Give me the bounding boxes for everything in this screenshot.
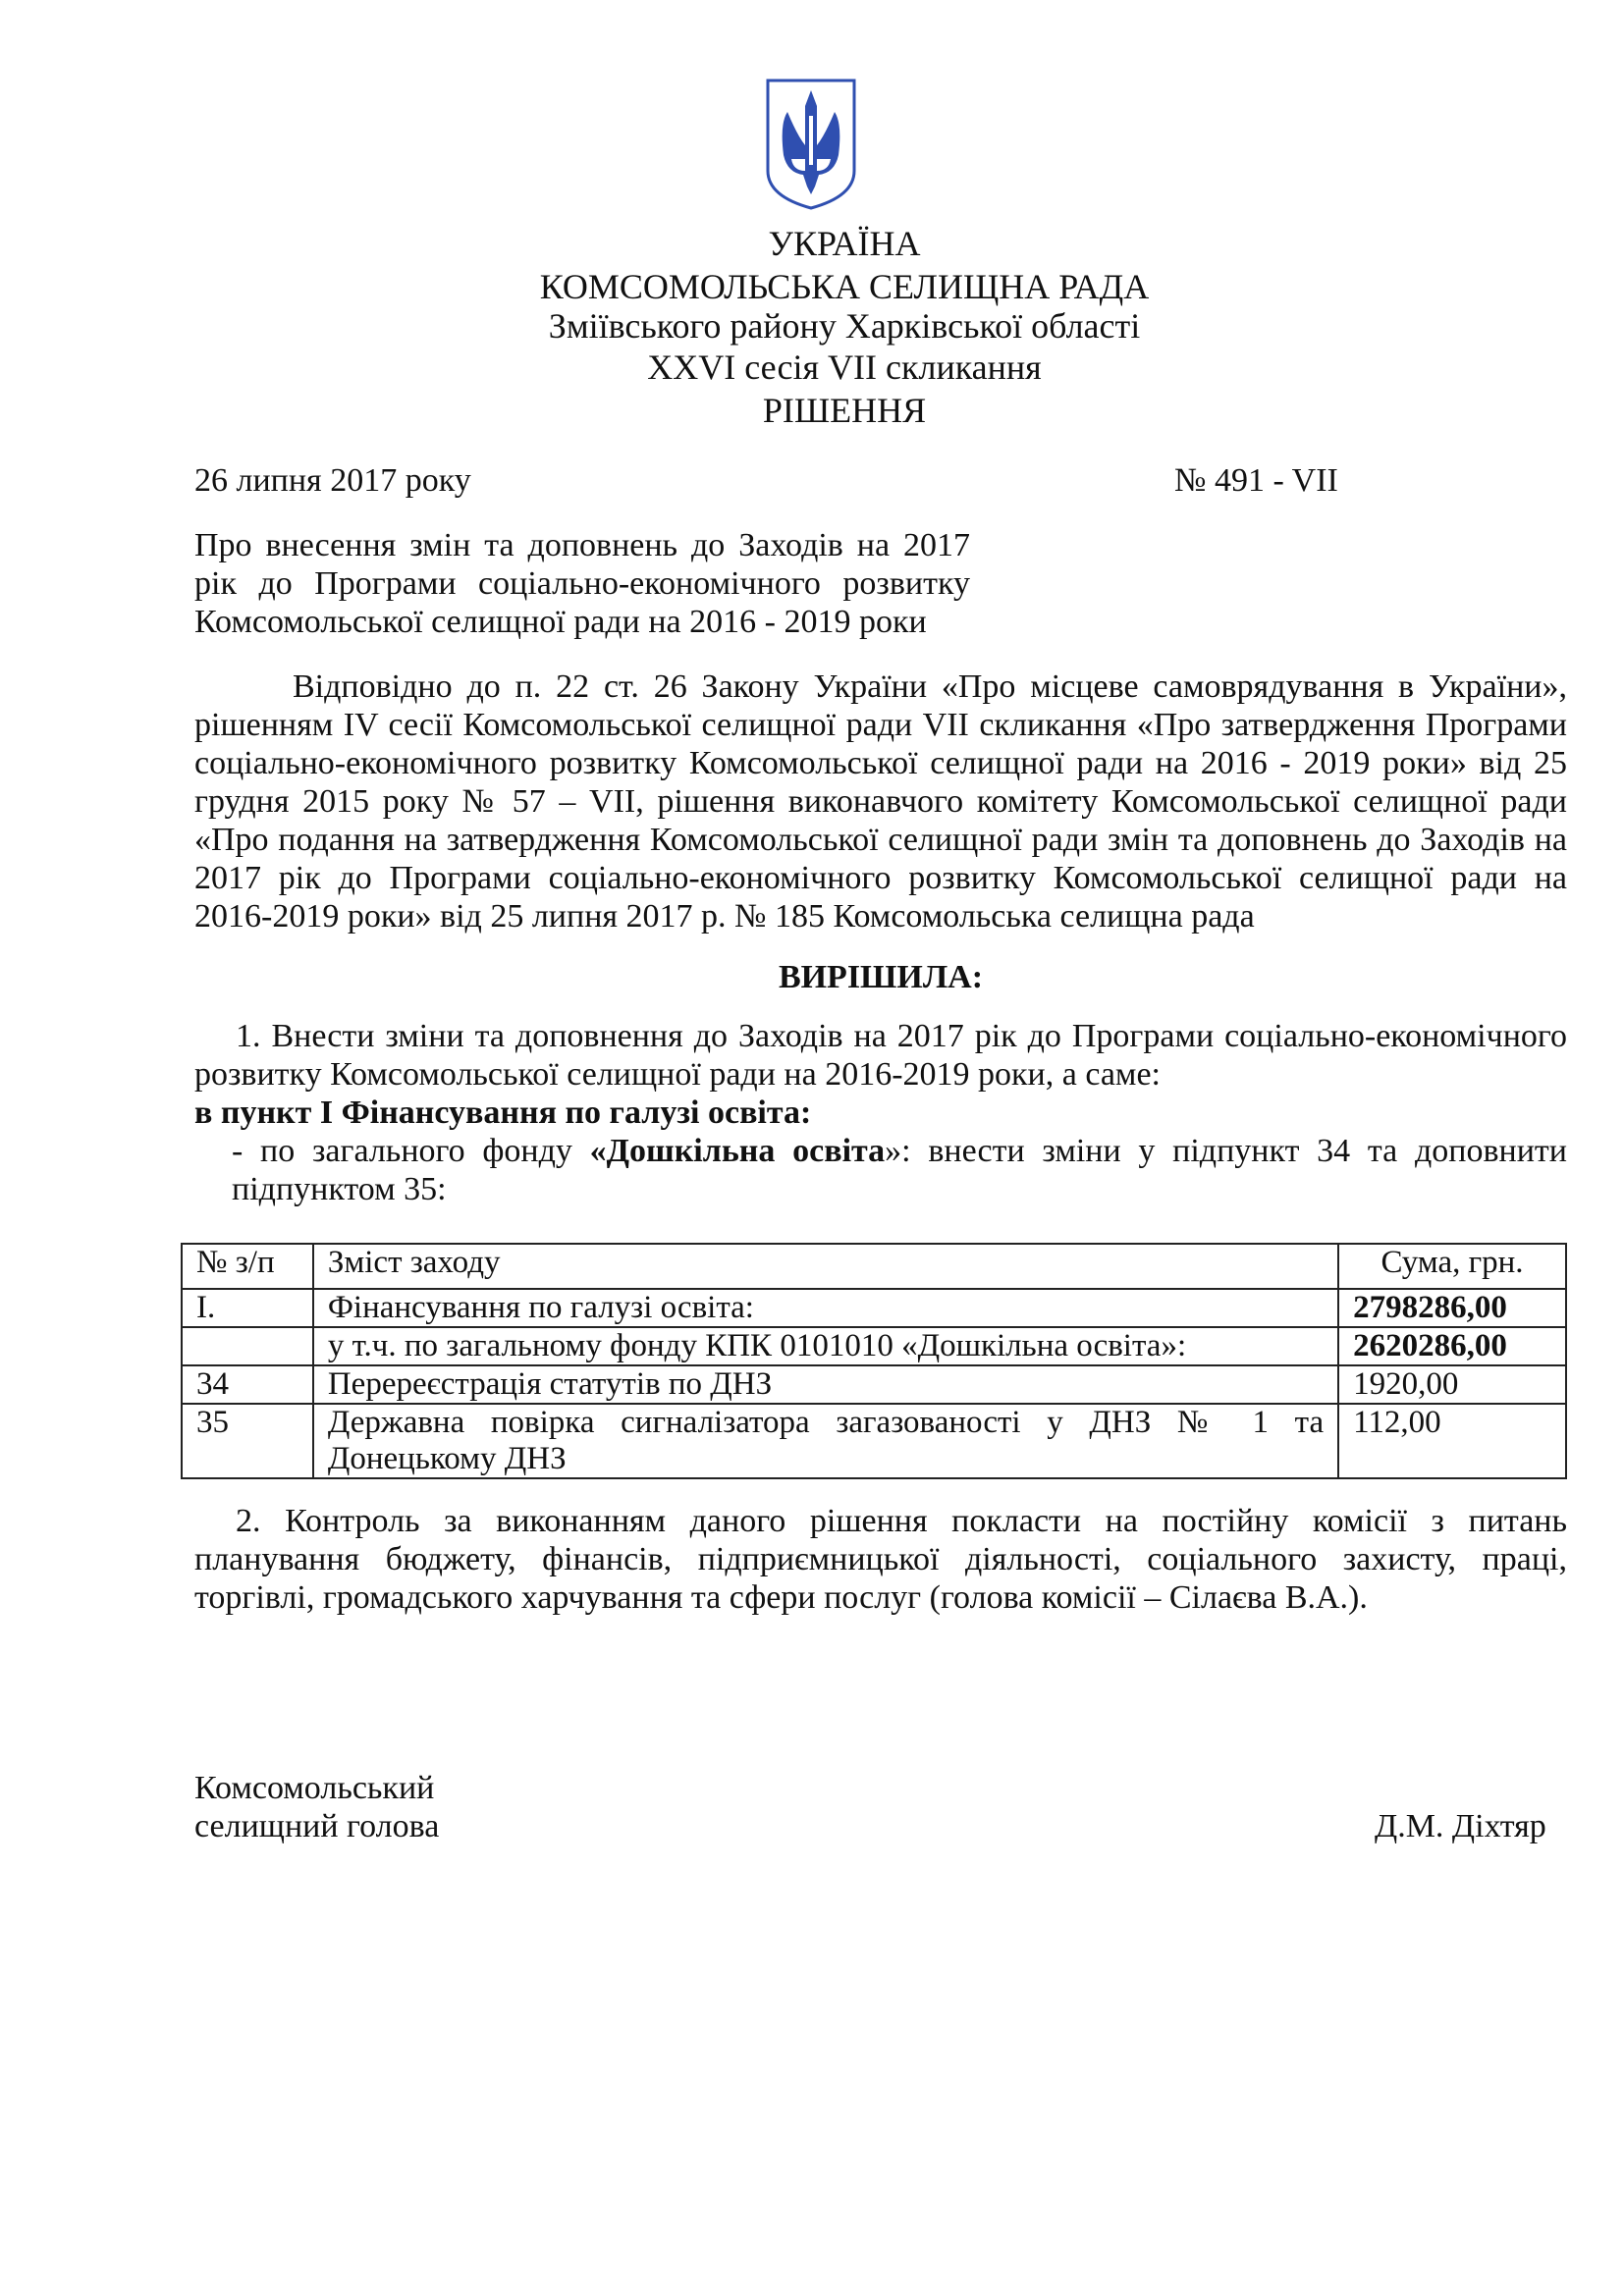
- subject-line: рік до Програми соціально-економічного розвитку: [194, 565, 970, 602]
- header-cell-num: № з/п: [182, 1244, 313, 1289]
- item-2-line: 2. Контроль за виконанням даного рішення покласти на постійну комісії з питань: [236, 1503, 1567, 1539]
- cell-sum: 112,00: [1338, 1404, 1566, 1478]
- header-country: УКРАЇНА: [768, 224, 921, 263]
- cell-num: 35: [182, 1404, 313, 1478]
- decision-subject: [194, 526, 970, 641]
- decision-number: № 491 - VII: [1174, 462, 1338, 499]
- cell-sum: 1920,00: [1338, 1365, 1566, 1404]
- subpoint-prefix: - по загального фонду: [232, 1133, 590, 1169]
- header-doc-type: РІШЕННЯ: [762, 391, 927, 430]
- subject-line: Комсомольської селищної ради на 2016 - 2019 роки: [194, 604, 927, 640]
- item-1-subpoint: [194, 1132, 1567, 1170]
- cell-num: І.: [182, 1289, 313, 1327]
- preamble-line: 2017 рік до Програми соціально-економічного розвитку Комсомольської селищної ради на: [194, 860, 1567, 896]
- item-1: [194, 1017, 1567, 1208]
- cell-content-line: Державна повірка сигналізатора загазованості у ДНЗ № 1 та: [327, 1405, 1325, 1440]
- header-region: Зміївського району Харківської області: [548, 306, 1141, 346]
- header-cell-content: Зміст заходу: [313, 1244, 1338, 1289]
- preamble-line: «Про подання на затвердження Комсомольської селищної ради змін та доповнень до Заходів на: [194, 822, 1567, 858]
- signatory-name: Д.М. Діхтяр: [1375, 1808, 1546, 1844]
- cell-num: 34: [182, 1365, 313, 1404]
- measures-table: [181, 1243, 1567, 1479]
- table-row: [182, 1289, 1566, 1327]
- item-1-line: 1. Внести зміни та доповнення до Заходів на 2017 рік до Програми соціально-економічного: [236, 1018, 1567, 1054]
- decided-heading: ВИРІШИЛА:: [778, 959, 984, 995]
- item-1-line: розвитку Комсомольської селищної ради на 2016-2019 роки, а саме:: [194, 1056, 1161, 1093]
- subpoint-fund-name: «Дошкільна освіта: [589, 1133, 886, 1169]
- cell-content: Фінансування по галузі освіта:: [313, 1289, 1338, 1327]
- cell-content: у т.ч. по загальному фонду КПК 0101010 «Дошкільна освіта»:: [313, 1327, 1338, 1365]
- subject-line: Про внесення змін та доповнень до Заходів на 2017: [194, 527, 970, 563]
- table-row: [182, 1365, 1566, 1404]
- header-session: XXVI сесія VII скликання: [647, 347, 1042, 387]
- subpoint-suffix: »: внести зміни у підпункт 34 та доповнити: [885, 1133, 1567, 1169]
- header-council: КОМСОМОЛЬСЬКА СЕЛИЩНА РАДА: [539, 267, 1150, 306]
- preamble-line: Відповідно до п. 22 ст. 26 Закону України «Про місцеве самоврядування в України»,: [293, 668, 1567, 705]
- item-1-point: в пункт І Фінансування по галузі освіта:: [194, 1095, 812, 1131]
- signature-title: [194, 1769, 439, 1845]
- cell-content: [313, 1404, 1338, 1478]
- preamble: [194, 667, 1567, 935]
- preamble-line: рішенням IV сесії Комсомольської селищної ради VII скликання «Про затвердження Програми: [194, 707, 1567, 743]
- header-cell-sum: Сума, грн.: [1338, 1244, 1566, 1289]
- item-2-line: торгівлі, громадського харчування та сфери послуг (голова комісії – Сілаєва В.А.).: [194, 1579, 1368, 1616]
- preamble-line: 2016-2019 роки» від 25 липня 2017 р. № 185 Комсомольська селищна рада: [194, 898, 1255, 934]
- preamble-line: грудня 2015 року № 57 – VII, рішення виконавчого комітету Комсомольської селищної ради: [194, 783, 1567, 820]
- item-2-line: планування бюджету, фінансів, підприємницької діяльності, соціального захисту, праці,: [194, 1541, 1567, 1577]
- item-2: [194, 1502, 1567, 1617]
- decision-date: 26 липня 2017 року: [194, 462, 471, 499]
- signature-title-line: Комсомольський: [194, 1770, 435, 1806]
- cell-content: Перереєстрація статутів по ДНЗ: [313, 1365, 1338, 1404]
- coat-of-arms-icon: [764, 77, 858, 212]
- table-header-row: [182, 1244, 1566, 1289]
- table-row: [182, 1404, 1566, 1478]
- signature-title-line: селищний голова: [194, 1808, 440, 1844]
- cell-sum: 2798286,00: [1338, 1289, 1566, 1327]
- item-1-subpoint-cont: підпунктом 35:: [232, 1171, 447, 1207]
- cell-content-line: Донецькому ДНЗ: [327, 1441, 567, 1476]
- cell-sum: 2620286,00: [1338, 1327, 1566, 1365]
- preamble-line: соціально-економічного розвитку Комсомольської селищної ради на 2016 - 2019 роки» від 25: [194, 745, 1567, 781]
- table-row: [182, 1327, 1566, 1365]
- cell-num: [182, 1327, 313, 1365]
